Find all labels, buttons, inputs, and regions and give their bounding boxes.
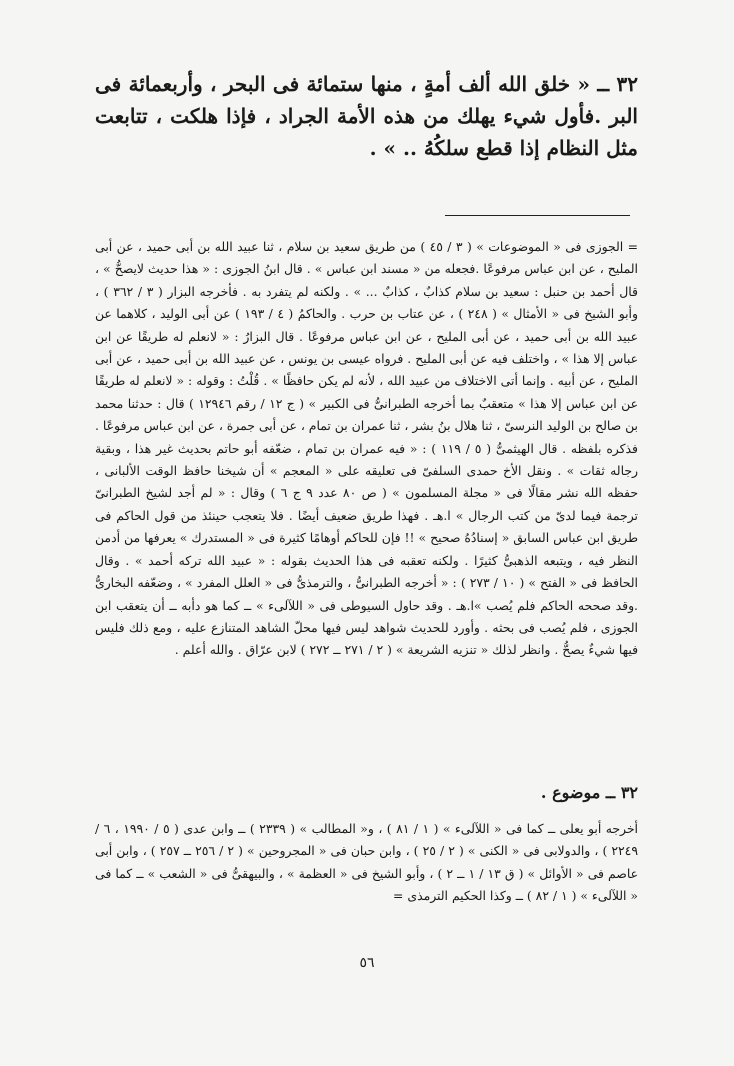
page-number: ٥٦ (359, 955, 375, 971)
hadith-text: ٣٢ ــ « خلق الله ألف أمةٍ ، منها ستمائة فى البحر ، وأربعمائة فى البر .فأول شيء يهلك من هذه الأمة الجراد ، فإذا هلكت ، تتابعت مثل النظام إذا قطع سلكُهُ .. » . (95, 72, 638, 160)
footnote-divider (445, 215, 630, 216)
footnote-block (95, 236, 638, 662)
footnote-text: = الجوزى فى « الموضوعات » ( ٣ / ٤٥ ) من طريق سعيد بن سلام ، ثنا عبيد الله بن أبى حميد ، عن أبى المليح ، عن ابن عباس مرفوعًا .فجعله من « مسند ابن عباس » . قال ابنُ الجوزى : « هذا حديث لايصحُّ » ، قال أحمد بن حنبل : سعيد بن سلام كذابٌ ، كذابٌ ... » . ولكنه لم يتفرد به . فأخرجه البزار ( ٣ / ٣٦٢ ) ، وأبو الشيخ فى « الأمثال » ( ٢٤٨ ) ، عن عتاب بن حرب . والحاكمُ ( ٤ / ١٩٣ ) عن أبى الوليد ، كلاهما عن عبيد الله بن أبى حميد ، عن أبى المليح ، عن ابن عباس مرفوعًا . قال البزارُ : « لانعلم له طريقًا عن ابن عباس إلا هذا » ، واختلف فيه عن أبى المليح . فرواه عيسى بن يونس ، عن عبيد الله بن أبى حميد ، عن أبى المليح ، عن أبيه . وإنما أتى الاختلاف من عبيد الله ، لأنه لم يكن حافظًا » . قُلْتُ : وقوله : « لانعلم له طريقًا عن ابن عباس إلا هذا » متعقبٌ بما أخرجه الطبرانىُّ فى الكبير » ( ج ١٢ / رقم ١٢٩٤٦ ) قال : حدثنا محمد بن صالح بن الوليد النرسىّ ، ثنا هلال بنُ بشر ، ثنا عمران بن تمام ، عن أبى جمرة ، عن ابن عباس مرفوعًا . فذكره بلفظه . قال الهيثمىُّ ( ٥ / ١١٩ ) : « فيه عمران بن تمام ، ضعّفه أبو حاتم بحديث غير هذا ، وبقية رجاله ثقات » . ونقل الأخ حمدى السلفىّ فى تعليقه على « المعجم » أن شيخنا حافظ الوقت الألبانى ، حفظه الله نشر مقالًا فى « مجلة المسلمون » ( ص ٨٠ عدد ٩ ج ٦ ) وقال : « لم أجد لشيخ الطبرانىّ ترجمة فيما لدىّ من كتب الرجال » ا.هـ . فهذا طريق ضعيف أيضًا . فلا يتعجب حينئذ من قول الحاكم فى طريق ابن عباس السابق « إسنادُهُ صحيح » !! فإن للحاكم أوهامًا كثيرة فى « المستدرك » يعرفها من أدمن النظر فيه ، ويتبعه الذهبىُّ كثيرًا . ولكنه تعقبه فى هذا الحديث بقوله : « عبيد الله تركه أحمد » . وقال الحافظ فى « الفتح » ( ١٠ / ٢٧٣ ) : « أخرجه الطبرانىُّ ، والترمذىُّ فى « العلل المفرد » ، وضعّفه البخارىُّ .وقد صححه الحاكم فلم يُصب »ا.هـ . وقد حاول السيوطى فى « اللآلىء » ــ كما هو دأبه ــ أن يتعقب ابن الجوزى ، فلم يُصب فى بحثه . وأورد للحديث شواهد ليس فيها محلّ الشاهد المتنازع عليه ، ومع ذلك فليس فيها شيءٌ يصحُّ . وانظر لذلك « تنزيه الشريعة » ( ٢ / ٢٧١ ــ ٢٧٢ ) لابن عرّاق . والله أعلم . (95, 239, 638, 658)
references-text: أخرجه أبو يعلى ــ كما فى « اللآلىء » ( ١ / ٨١ ) ، و« المطالب » ( ٢٣٣٩ ) ــ وابن عدى ( ٥ / ١٩٩٠ ، ٦ / ٢٢٤٩ ) ، والدولابى فى « الكنى » ( ٢ / ٢٥ ) ، وابن حبان فى « المجروحين » ( ٢ / ٢٥٦ ــ ٢٥٧ ) ، وابن أبى عاصم فى « الأوائل » ( ق ١٣ / ١ ــ ٢ ) ، وأبو الشيخ فى « العظمة » ، والبيهقىُّ فى « الشعب » ــ كما فى « اللآلىء » ( ١ / ٨٢ ) ــ وكذا الحكيم الترمذى = (95, 821, 638, 904)
hadith-text-block (95, 68, 638, 164)
ruling-heading: ٣٢ ــ موضوع . (540, 783, 638, 802)
references-block (95, 818, 638, 908)
